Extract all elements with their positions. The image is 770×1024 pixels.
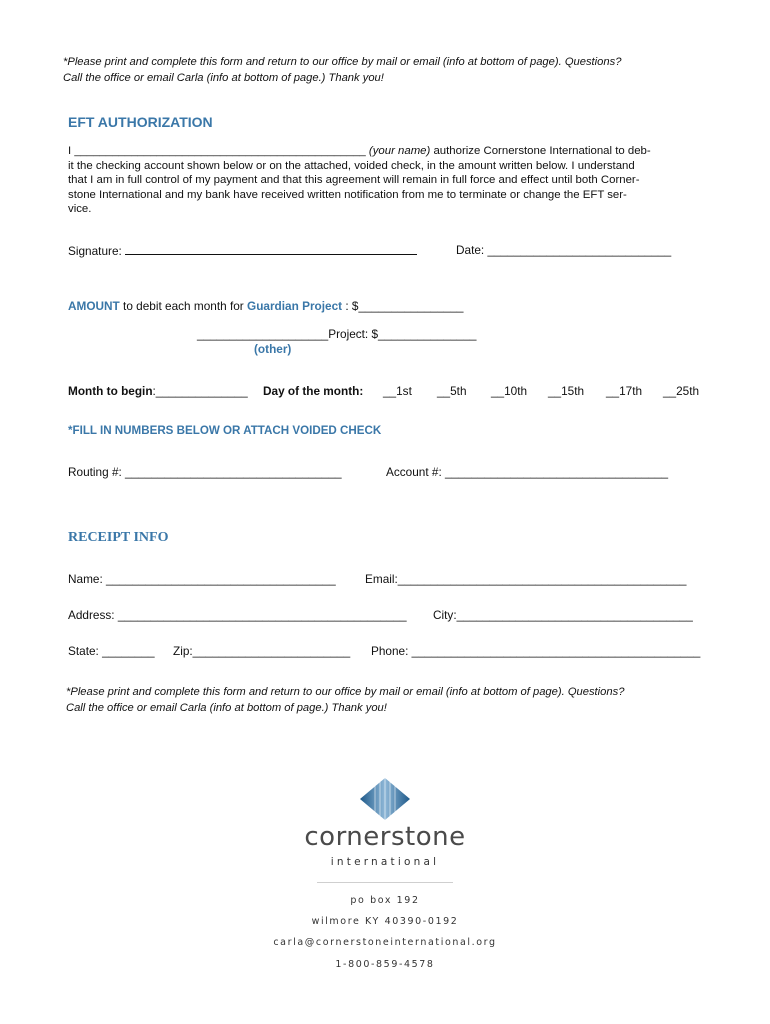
contact-email[interactable]: carla@cornerstoneinternational.org xyxy=(273,937,497,948)
top-instructions-line2: Call the office or email Carla (info at bottom of page.) Thank you! xyxy=(63,71,384,84)
email-field[interactable]: Email:____________________________________________ xyxy=(365,572,687,586)
amount-line[interactable] xyxy=(68,299,463,313)
eft-text-2: it the checking account shown below or on the attached, voided check, in the amount written below. I understand xyxy=(68,159,635,172)
day-option-17th[interactable]: __17th xyxy=(606,384,643,398)
fill-in-note: *FILL IN NUMBERS BELOW OR ATTACH VOIDED CHECK xyxy=(68,424,382,437)
other-label: (other) xyxy=(254,342,292,356)
brand-name: cornerstone xyxy=(304,822,466,852)
city-field[interactable]: City:____________________________________ xyxy=(433,608,693,622)
signature-label: Signature: xyxy=(68,244,122,258)
name-blank[interactable]: I ______________________________________________ xyxy=(68,145,369,157)
signature-line[interactable] xyxy=(125,243,417,255)
date-field[interactable]: Date: ____________________________ xyxy=(456,243,672,257)
contact-pobox: po box 192 xyxy=(350,895,420,906)
day-option-10th[interactable]: __10th xyxy=(491,384,528,398)
account-field[interactable]: Account #: __________________________________ xyxy=(386,465,669,479)
eft-authorization-text xyxy=(68,144,708,217)
eft-text-4: stone International and my bank have received written notification from me to terminate or change the EFT ser- xyxy=(68,188,627,201)
amount-mid-text: to debit each month for xyxy=(119,299,248,313)
eft-text-3: that I am in full control of my payment and that this agreement will remain in full force and effect until both Corner- xyxy=(68,174,640,186)
receipt-heading: RECEIPT INFO xyxy=(68,530,169,545)
zip-field[interactable]: Zip:________________________ xyxy=(173,644,351,658)
month-to-begin[interactable] xyxy=(68,384,248,398)
day-option-15th[interactable]: __15th xyxy=(548,384,585,398)
bottom-instructions-line1: *Please print and complete this form and return to our office by mail or email (info at bottom of page). Questions? xyxy=(66,686,625,698)
day-option-5th[interactable]: __5th xyxy=(437,384,467,398)
eft-text-5: vice. xyxy=(68,203,92,215)
day-option-1st[interactable]: __1st xyxy=(383,384,412,398)
contact-phone[interactable]: 1-800-859-4578 xyxy=(335,959,435,970)
cornerstone-logo-icon xyxy=(360,778,410,820)
day-of-month-label: Day of the month: xyxy=(263,384,364,398)
brand-subtitle: international xyxy=(330,856,440,868)
footer-divider xyxy=(317,882,453,883)
phone-field[interactable]: Phone: ____________________________________________ xyxy=(371,644,701,658)
address-field[interactable]: Address: ____________________________________________ xyxy=(68,608,407,622)
eft-heading: EFT AUTHORIZATION xyxy=(68,114,213,130)
name-field[interactable]: Name: ___________________________________ xyxy=(68,572,336,586)
top-instructions-line1: *Please print and complete this form and return to our office by mail or email (info at bottom of page). Questions? xyxy=(63,56,622,68)
eft-text-1: authorize Cornerstone International to deb- xyxy=(430,145,651,157)
state-field[interactable]: State: ________ xyxy=(68,644,155,658)
amount-blank[interactable]: : $________________ xyxy=(342,299,464,313)
other-project-line[interactable]: ____________________Project: $_______________ xyxy=(197,327,477,341)
amount-label: AMOUNT xyxy=(68,299,120,313)
month-begin-label: Month to begin xyxy=(68,384,153,398)
day-option-25th[interactable]: __25th xyxy=(663,384,700,398)
month-begin-blank[interactable]: :______________ xyxy=(152,384,248,398)
bottom-instructions-line2: Call the office or email Carla (info at bottom of page.) Thank you! xyxy=(66,701,387,714)
guardian-project-label: Guardian Project xyxy=(247,299,343,313)
top-instructions xyxy=(63,55,743,86)
contact-city: wilmore KY 40390-0192 xyxy=(311,916,459,927)
your-name-hint: (your name) xyxy=(368,145,431,157)
routing-field[interactable]: Routing #: _________________________________ xyxy=(68,465,342,479)
bottom-instructions xyxy=(66,685,746,716)
signature-field[interactable] xyxy=(68,243,417,258)
